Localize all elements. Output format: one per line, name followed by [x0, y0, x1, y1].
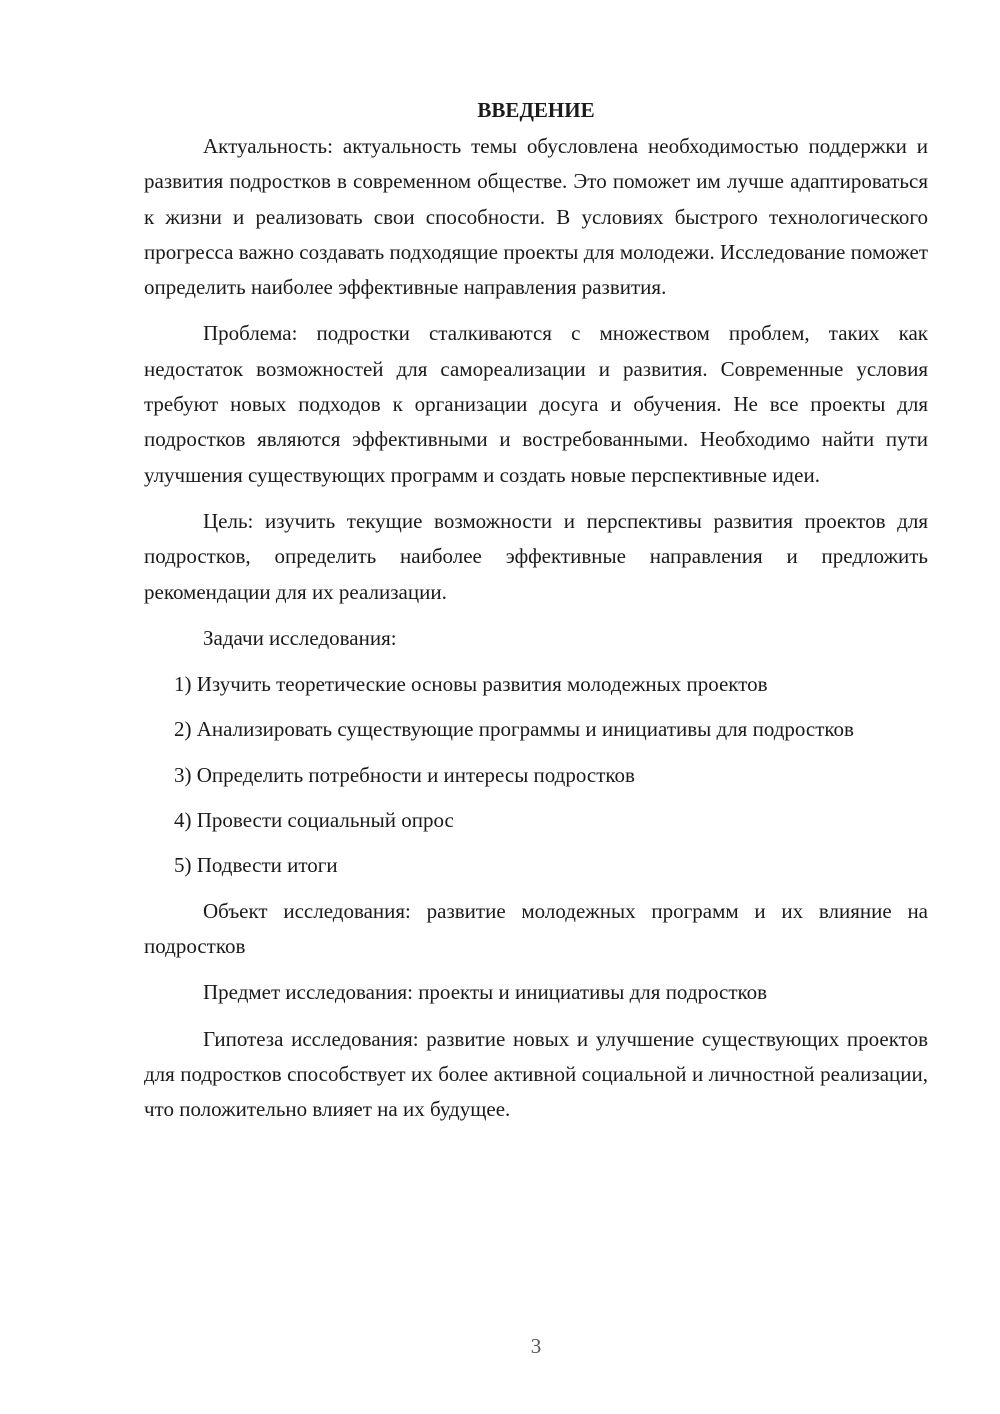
task-item: 5) Подвести итоги [174, 853, 338, 878]
object-paragraph: Объект исследования: развитие молодежных программ и их влияние на подростков [144, 898, 928, 958]
relevance-paragraph: Актуальность: актуальность темы обусловлена необходимостью поддержки и развития подростков в современном обществе. Это поможет им лучше адаптироваться к жизни и реализовать свои способности. В условиях быстрого технологического прогресса важно создавать подходящие проекты для молодежи. Исследование поможет определить наиболее эффективные направления развития. [144, 134, 928, 300]
subject-paragraph: Предмет исследования: проекты и инициативы для подростков [203, 980, 768, 1005]
page-heading: ВВЕДЕНИЕ [477, 98, 595, 122]
task-item: 3) Определить потребности и интересы подростков [174, 762, 635, 787]
page-content [144, 93, 928, 1138]
page-number: 3 [530, 1334, 542, 1358]
task-item: 2) Анализировать существующие программы и инициативы для подростков [174, 717, 854, 742]
hypothesis-paragraph: Гипотеза исследования: развитие новых и улучшение существующих проектов для подростков способствует их более активной социальной и личностной реализации, что положительно влияет на их будущее. [144, 1026, 928, 1122]
task-item: 1) Изучить теоретические основы развития молодежных проектов [174, 672, 768, 697]
problem-paragraph: Проблема: подростки сталкиваются с множеством проблем, таких как недостаток возможностей для самореализации и развития. Современные условия требуют новых подходов к организации досуга и обучения. Не все проекты для подростков являются эффективными и востребованными. Необходимо найти пути улучшения существующих программ и создать новые перспективные идеи. [144, 321, 928, 487]
goal-paragraph: Цель: изучить текущие возможности и перспективы развития проектов для подростков, определить наиболее эффективные направления и предложить рекомендации для их реализации. [144, 508, 928, 604]
task-item: 4) Провести социальный опрос [174, 808, 454, 833]
tasks-title: Задачи исследования: [203, 625, 397, 650]
